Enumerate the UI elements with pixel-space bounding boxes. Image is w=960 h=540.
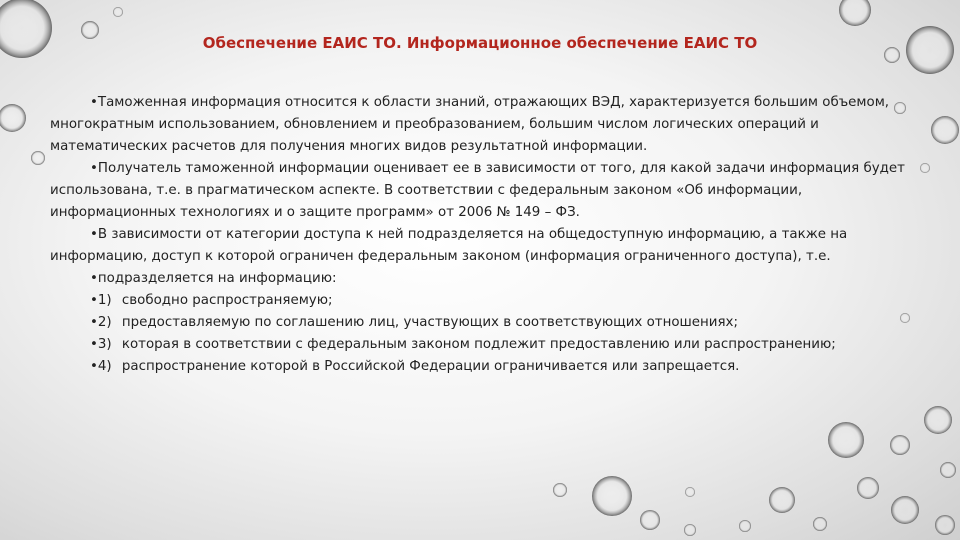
bottom-right-drops: [739, 406, 956, 535]
list-item: [50, 356, 930, 378]
list-number: 3): [97, 337, 112, 352]
bullet: •: [90, 315, 98, 330]
bullet: •: [90, 95, 98, 110]
paragraph-customs-info: •Таможенная информация относится к области знаний, отражающих ВЭД, характеризуется большим объемом, многократным использованием, обновлением и преобразованием, большим числом логических операций и математических расчетов для получения многих видов результатной информации.: [50, 95, 890, 154]
list-item: [50, 290, 930, 312]
list-text: распространение которой в Российской Федерации ограничивается или запрещается.: [121, 359, 740, 374]
list-text: которая в соответствии с федеральным законом подлежит предоставлению или распространению;: [121, 337, 836, 352]
list-item: [50, 312, 930, 334]
bottom-center-drops: [553, 476, 696, 536]
paragraph-recipient: •Получатель таможенной информации оценивает ее в зависимости от того, для какой задачи информация будет использована, т.е. в прагматическом аспекте. В соответствии с федеральным законом «Об информации, информационных технологиях и о защите программ» от 2006 № 149 – ФЗ.: [50, 161, 905, 220]
list-text: предоставляемую по соглашению лиц, участвующих в соответствующих отношениях;: [121, 315, 738, 330]
list-number: 1): [97, 293, 112, 308]
bullet: •: [90, 161, 98, 176]
paragraph-subdivided: •подразделяется на информацию:: [90, 271, 337, 286]
bullet: •: [90, 359, 98, 374]
bullet: •: [90, 271, 98, 286]
bullet: •: [90, 227, 98, 242]
bullet: •: [90, 293, 98, 308]
slide-body: [50, 92, 930, 378]
list-number: 2): [97, 315, 112, 330]
list-item: [50, 334, 930, 356]
list-text: свободно распространяемую;: [121, 293, 333, 308]
list-number: 4): [97, 359, 112, 374]
slide-title: Обеспечение ЕАИС ТО. Информационное обеспечение ЕАИС ТО: [202, 34, 758, 52]
bullet: •: [90, 337, 98, 352]
paragraph-access-category: •В зависимости от категории доступа к ней подразделяется на общедоступную информацию, а также на информацию, доступ к которой ограничен федеральным законом (информация ограниченного доступа), т.е.: [50, 227, 848, 264]
